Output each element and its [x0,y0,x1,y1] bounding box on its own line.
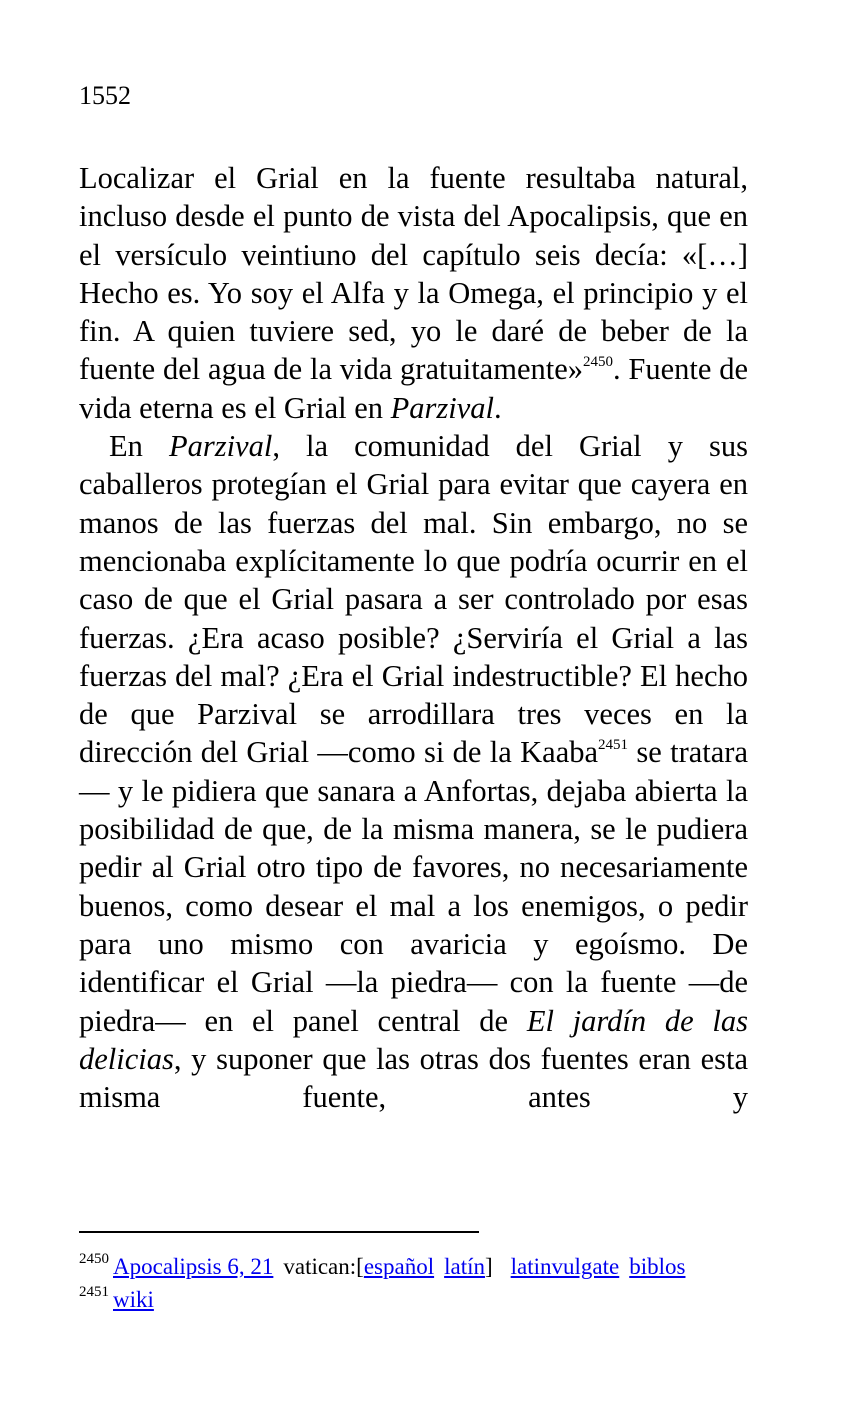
link-latinvulgate[interactable]: latinvulgate [510,1254,620,1279]
paragraph-1 [79,159,748,427]
paragraph-1-text-b: . Fuente de vida eterna es el Grial en [79,352,748,425]
page-number: 1552 [79,81,131,110]
link-latin[interactable]: latín [444,1254,485,1279]
footnote-2451 [79,1283,748,1316]
footnote-divider [79,1231,479,1233]
paragraph-1-text-c: . [494,390,502,425]
paragraph-2-italic-b: El jardín de las delicias [79,1003,749,1076]
paragraph-2-text-b: , la comunidad del Grial y sus caballeros protegían el Grial para evitar que cayera en manos de las fuerzas del mal. Sin embargo, no se mencionaba explícitamente lo que podría ocurrir en el caso de que el Grial pasara a ser controlado por esas fuerzas. ¿Era acaso posible? ¿Serviría el Grial a las fuerzas del mal? ¿Era el Grial indestructible? El hecho de que Parzival se arrodillara tres veces en la dirección del Grial —como si de la Kaaba [79,429,749,770]
link-biblos[interactable]: biblos [629,1254,686,1279]
paragraph-2-text-d: , y suponer que las otras dos fuentes eran esta misma fuente, antes y [79,1041,748,1115]
link-wiki[interactable]: wiki [113,1287,154,1312]
link-apocalipsis[interactable]: Apocalipsis 6, 21 [113,1254,274,1279]
footnotes [79,1250,748,1316]
footnote-ref-2450[interactable]: 2450 [583,354,613,371]
footnote-number: 2451 [79,1284,109,1300]
footnote-2450 [79,1250,748,1283]
body-text [79,159,748,1116]
paragraph-1-text-a: Localizar el Grial en la fuente resultaba natural, incluso desde el punto de vista del Apocalipsis, que en el versículo veintiuno del capítulo seis decía: «[…] Hecho es. Yo soy el Alfa y la Omega, el principio y el fin. A quien tuviere sed, yo le daré de beber de la fuente del agua de la vida gratuitamente» [79,161,748,387]
vatican-prefix: vatican:[ [283,1254,364,1279]
paragraph-1-italic: Parzival [390,390,494,425]
footnote-number: 2450 [79,1251,109,1267]
paragraph-2-text-c: se tratara— y le pidiera que sanara a Anfortas, dejaba abierta la posibilidad de que, de la misma manera, se le pudiera pedir al Grial otro tipo de favores, no necesariamente buenos, como desear el mal a los enemigos, o pedir para uno mismo con avaricia y egoísmo. De identificar el Grial —la piedra— con la fuente —de piedra— en el panel central de [79,735,749,1038]
paragraph-2 [79,427,748,1116]
paragraph-2-italic-a: Parzival [168,429,273,464]
paragraph-2-text-a: En [109,429,169,464]
footnote-ref-2451[interactable]: 2451 [598,737,629,754]
link-espanol[interactable]: español [363,1254,435,1279]
vatican-suffix: ] [484,1254,493,1279]
